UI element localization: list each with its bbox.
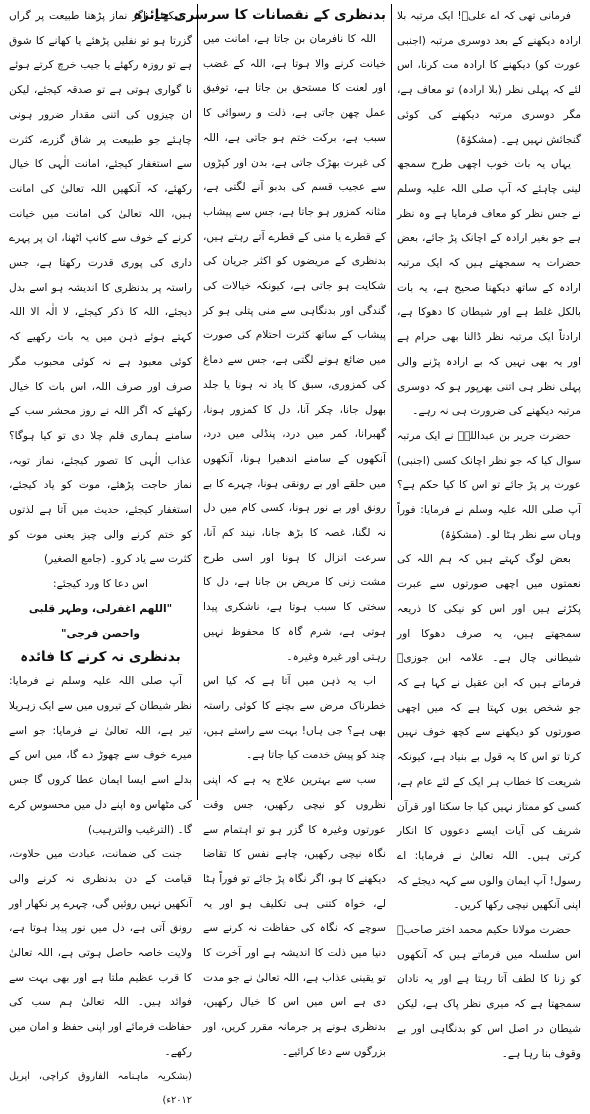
paragraph: اللہ کا نافرمان بن جاتا ہے، امانت میں خیانت کرنے والا ہوتا ہے، اللہ کے غضب اور لعنت کا مستحق بن جاتا ہے، توفیق عمل چھن جاتی ہے، ذلت و رسوائی کا سبب ہے، برکت ختم ہو جاتی ہے، اللہ کی غیرت بھڑک جاتی ہے، بدن اور کپڑوں سے عجیب قسم کی بدبو آنے لگتی ہے، مثانہ کمزور ہو جاتا ہے، جس سے پیشاب کے قطرے یا منی کے قطرے آتے رہتے ہیں، بدنظری کے مریضوں کو اکثر جریان کی شکایت ہو جاتی ہے، کیونکہ خیالات کی گندگی اور بدنگاہی سے منی پتلی ہو کر پیشاب کے ساتھ کثرت احتلام کی صورت میں ضائع ہونے لگتی ہے، جس سے دماغ کی کمزوری، سبق کا یاد نہ ہونا یا جلد بھول جانا، چکر آنا، دل کا کمزور ہونا، گھبرانا، کمر میں درد، پنڈلی میں درد، آنکھوں کے سامنے اندھیرا ہونا، آنکھوں میں حلقے اور بے رونقی ہونا، چہرے کا بے رونق اور بے نور ہونا، کسی کام میں دل نہ لگنا، غصہ کا بڑھ جانا، نیند کم آنا، سرعت انزال کا ہونا اور اسی طرح مشت زنی کا مریض بن جانا ہے، دل کا سختی کا سبب ہوتا ہے، ناشکری پیدا ہوتی ہے، شرم گاہ کا محفوظ نہیں رہتی اور غیرہ وغیرہ۔	[203, 33, 386, 663]
paragraph: یہاں یہ بات خوب اچھی طرح سمجھ لینی چاہئے کہ آپ صلی اللہ علیہ وسلم نے جس نظر کو معاف فرمایا ہے وہ نظر ہے جو بغیر ارادہ کے اچانک پڑ جائے، بعض حضرات یہ سمجھتے ہیں کہ ایک مرتبہ ارادہ کے ساتھ دیکھنا صحیح ہے، یہ بات بالکل غلط ہے اور شیطان کا دھوکا ہے، ارادتاً ایک مرتبہ نظر ڈالنا بھی حرام ہے اور یہ بھی نہیں کہ بے ارادہ پڑنے والی پہلی نظر ہی اتنی بھرپور ہو کہ دوسری مرتبہ دیکھنے کی ضرورت ہی نہ رہے۔	[397, 158, 581, 418]
column-right	[392, 4, 586, 1060]
dua-intro: اس دعا کا ورد کیجئے:	[53, 578, 148, 591]
section-heading: بدنظری نہ کرنے کا فائدہ	[20, 649, 181, 666]
paragraph: حضرت مولانا حکیم محمد اختر صاحبؒ اس سلسلہ میں فرماتے ہیں کہ آنکھوں کو زنا کا لطف آتا رہتا ہے اور یہ نادان سمجھتا ہے کہ میری نظر پاک ہے، لیکن شیطان در اصل اس کو بدنگاہی اور بے وقوف بنا رہا ہے۔	[397, 924, 581, 1060]
source-credit: (بشکریہ ماہنامہ الفاروق کراچی، اپریل ۲۰۱۲ء)	[9, 1070, 192, 1107]
section-heading: بدنظری کے نقصانات کا سرسری جائزہ	[133, 7, 386, 23]
paragraph: اب یہ ذہن میں آتا ہے کہ کیا اس خطرناک مرض سے بچنے کا کوئی راستہ بھی ہے؟ جی ہاں! بہت سے راستے ہیں، چند کو پیش خدمت کیا جاتا ہے۔	[203, 675, 386, 762]
paragraph: جنت کی ضمانت، عبادت میں حلاوت، قیامت کے دن بدنظری نہ کرنے والی آنکھیں نہیں روئیں گی، چہرے پر نکھار اور رونق آتی ہے، دل میں نور پیدا ہوتا ہے، ولایت خاصہ حاصل ہوتی ہے، اللہ تعالیٰ کا قرب عظیم ملتا ہے اور بھی بہت سے فوائد ہیں۔ اللہ تعالیٰ ہم سب کی حفاظت فرمائے اور اپنی حفظ و امان میں رکھے۔	[9, 848, 192, 1058]
paragraph: حضرت جریر بن عبداللہؓ نے ایک مرتبہ سوال کیا کہ جو نظر اچانک کسی (اجنبی) عورت پر پڑ جائے تو اس کا کیا حکم ہے؟ آپ صلی اللہ علیہ وسلم نے فرمایا: فوراً وہاں سے نظر ہٹا لو۔ (مشکوٰۃ)	[397, 429, 581, 541]
paragraph: بعض لوگ کہتے ہیں کہ ہم اللہ کی نعمتوں میں اچھی صورتوں سے عبرت پکڑتے ہیں اور اس کو نیکی کا ذریعہ سمجھتے ہیں، یہ صرف دھوکا اور شیطانی چال ہے۔ علامہ ابن جوزیؒ فرماتے ہیں کہ ابن عقیل نے کہا ہے کہ جو شخص یوں کہتا ہے کہ میں اچھی صورتوں کو دیکھنے سے کچھ خوف نہیں کرتا تو اس کا یہ قول بے بنیاد ہے، کیونکہ شریعت کا خطاب ہر ایک کے لئے عام ہے، کسی کو ممتاز نہیں کیا جا سکتا اور قرآن شریف کی آیات ایسے دعووں کا انکار کرتی ہیں۔ اللہ تعالیٰ نے فرمایا: اے رسول! آپ ایمان والوں سے کہہ دیجئے کہ اپنی آنکھیں نیچی رکھا کریں۔	[397, 553, 581, 912]
paragraph: سب سے بہترین علاج یہ ہے کہ اپنی نظروں کو نیچی رکھیں، جس وقت عورتوں وغیرہ کا گزر ہو تو اہتمام سے نگاہ نیچی رکھیں، چاہے نفس کا تقاضا دیکھنے کا ہو، اگر نگاہ پڑ جائے تو فوراً ہٹا لے، خواہ کتنی ہی تکلیف ہو اور یہ سوچے کہ نگاہ کی حفاظت نہ کرنے سے دنیا میں ذلت کا اندیشہ ہے اور آخرت کا تو یقینی عذاب ہے، اللہ تعالیٰ نے جو مدت دی ہے اس میں اس کا خیال رکھیں، بدنظری ہونے پر جرمانہ مقرر کریں، اور بزرگوں سے دعا کرائیے۔	[203, 774, 386, 1058]
columns-container	[4, 4, 586, 1107]
paragraph: آپ صلی اللہ علیہ وسلم نے فرمایا: نظر شیطان کے تیروں میں سے ایک زہریلا تیر ہے، اللہ تعالیٰ نے فرمایا: جو اسے میرے خوف سے چھوڑ دے گا، میں اس کے بدلے اسے ایسا ایمان عطا کروں گا جس کی مٹھاس وہ اپنے دل میں محسوس کرے گا۔ (الترغیب والترہیب)	[9, 675, 192, 836]
column-left	[4, 4, 198, 1107]
dua-text: "اللھم اغفرلی، وطہر قلبی واحصن فرجی"	[28, 602, 173, 640]
paragraph: فرمانی تھی کہ اے علیؓ! ایک مرتبہ بلا ارادہ دیکھنے کے بعد دوسری مرتبہ (اجنبی عورت کو) دیکھنے کا ارادہ مت کرنا، اس لئے کہ پہلی نظر (بلا ارادہ) تو معاف ہے، مگر دوسری مرتبہ دیکھنے کی کوئی گنجائش نہیں ہے۔ (مشکوٰۃ)	[397, 10, 581, 146]
paragraph: دیکھئے، اگر نماز پڑھنا طبیعت پر گراں گزرتا ہو تو نفلیں پڑھئے یا کھانے کا شوق ہے تو روزہ رکھئے یا جیب خرچ کرتے ہوئے نا گواری ہوتی ہے تو صدقہ کیجئے، لیکن ان چیزوں کی اتنی مقدار ضرور ہونی چاہئے جو طبیعت پر شاق گزرے، کثرت سے استغفار کیجئے، امانت الٰہی کا خیال رکھئے، کہ آنکھیں اللہ تعالیٰ کی امانت ہیں، اللہ تعالیٰ کی امانت میں خیانت کرنے کے خوف سے کانپ اٹھنا، ان پر پہرے داری کی پوری قدرت رکھتا ہے، جس راستہ پر بدنظری کا اندیشہ ہو اسے بدل دیجئے، اللہ کا ذکر کیجئے، لا الٰہ الا اللہ کہتے ہوئے ذہن میں یہ بات رکھیے کہ کوئی معبود ہے نہ کوئی محبوب مگر صرف اور صرف اللہ، اس بات کا خیال رکھئے کہ اگر اللہ نے روز محشر سب کے سامنے ہماری فلم چلا دی تو کیا ہوگا؟ عذاب الٰہی کا تصور کیجئے، نماز توبہ، نماز حاجت پڑھئے، موت کو یاد کیجئے، استغفار کیجئے، حدیث میں آتا ہے لذتوں کو ختم کرنے والی چیز یعنی موت کو کثرت سے یاد کرو۔ (جامع الصغیر)	[9, 10, 192, 566]
column-middle	[133, 4, 392, 1058]
